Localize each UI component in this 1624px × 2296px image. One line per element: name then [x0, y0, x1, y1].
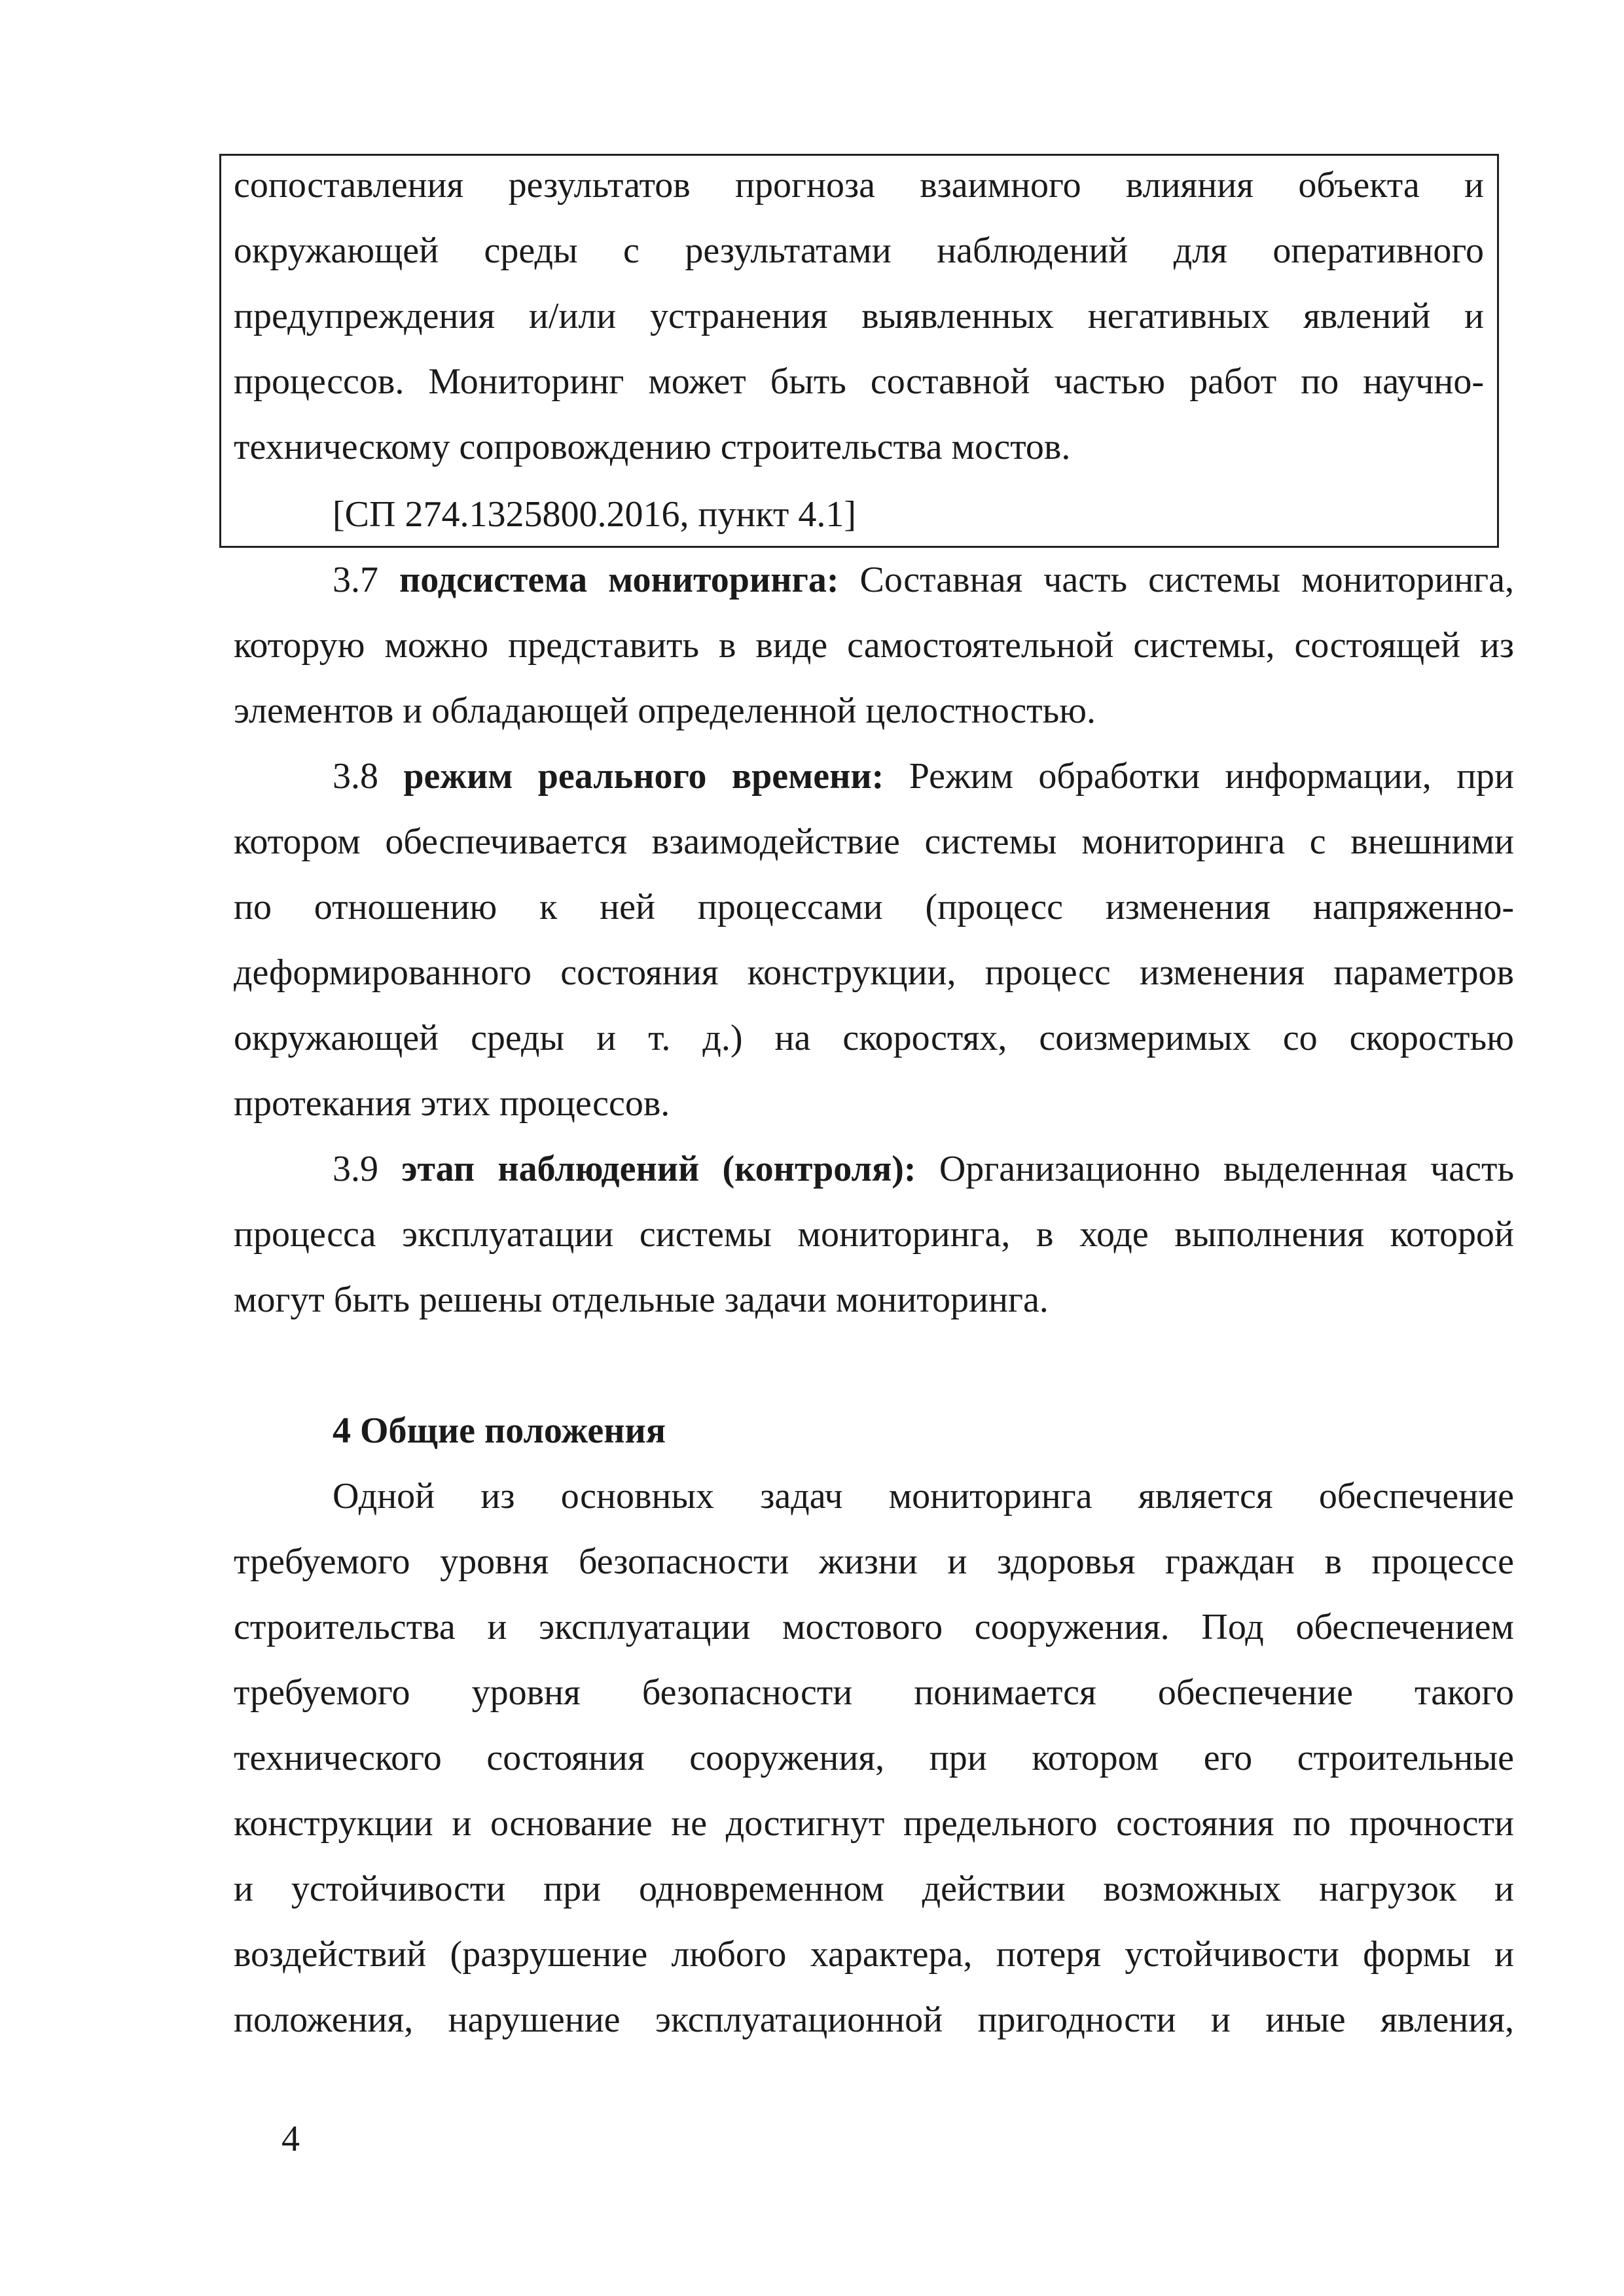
section-4-line-8: воздействий (разрушение любого характера, потеря устойчивости формы и: [234, 1934, 1514, 1975]
term-3-8-definition-start: Режим обработки информации, при: [909, 756, 1515, 797]
term-3-8-number: 3.8: [333, 756, 378, 797]
term-3-8-line-3: по отношению к ней процессами (процесс изменения напряженно-: [234, 887, 1514, 927]
term-3-7-first-line: [333, 562, 1514, 598]
section-4-line-2: требуемого уровня безопасности жизни и здоровья граждан в процессе: [234, 1541, 1514, 1582]
term-3-8-term: режим реального времени:: [403, 756, 884, 797]
term-3-9-line-2: процесса эксплуатации системы мониторинга, в ходе выполнения которой: [234, 1214, 1514, 1255]
section-4-heading: 4 Общие положения: [333, 1410, 666, 1451]
boxed-note-line-3: предупреждения и/или устранения выявленных негативных явлений и: [234, 296, 1484, 336]
boxed-note-line-5: техническому сопровождению строительства мостов.: [234, 427, 1071, 467]
term-3-7-line-3: элементов и обладающей определенной целостностью.: [234, 691, 1096, 731]
term-3-8-line-6: протекания этих процессов.: [234, 1083, 670, 1124]
boxed-note-line-1: сопоставления результатов прогноза взаимного влияния объекта и: [234, 165, 1484, 206]
boxed-note-reference: [СП 274.1325800.2016, пункт 4.1]: [333, 494, 856, 535]
section-4-line-1: Одной из основных задач мониторинга является обеспечение: [333, 1476, 1514, 1516]
term-3-7-number: 3.7: [333, 560, 378, 600]
page-number: 4: [281, 2119, 300, 2159]
term-3-9-line-3: могут быть решены отдельные задачи мониторинга.: [234, 1280, 1049, 1320]
section-4-line-4: требуемого уровня безопасности понимается обеспечение такого: [234, 1672, 1514, 1713]
section-4-line-3: строительства и эксплуатации мостового сооружения. Под обеспечением: [234, 1607, 1514, 1647]
term-3-8-line-5: окружающей среды и т. д.) на скоростях, соизмеримых со скоростью: [234, 1018, 1514, 1058]
term-3-9-term: этап наблюдений (контроля):: [401, 1149, 916, 1189]
term-3-7-line-2: которую можно представить в виде самостоятельной системы, состоящей из: [234, 625, 1514, 666]
term-3-8-line-4: деформированного состояния конструкции, процесс изменения параметров: [234, 952, 1514, 993]
boxed-note-line-4: процессов. Мониторинг может быть составной частью работ по научно-: [234, 361, 1484, 402]
term-3-7-term: подсистема мониторинга:: [399, 560, 839, 600]
term-3-8-first-line: [333, 758, 1514, 795]
boxed-note: [219, 154, 1499, 548]
section-4-line-5: технического состояния сооружения, при котором его строительные: [234, 1738, 1514, 1778]
term-3-7-definition-start: Составная часть системы мониторинга,: [859, 560, 1515, 600]
term-3-8-line-2: котором обеспечивается взаимодействие системы мониторинга с внешними: [234, 821, 1514, 862]
term-3-9-first-line: [333, 1151, 1514, 1187]
section-4-line-7: и устойчивости при одновременном действии возможных нагрузок и: [234, 1869, 1514, 1909]
section-4-line-9: положения, нарушение эксплуатационной пригодности и иные явления,: [234, 2000, 1514, 2040]
boxed-note-line-2: окружающей среды с результатами наблюдений для оперативного: [234, 230, 1484, 271]
section-4-line-6: конструкции и основание не достигнут предельного состояния по прочности: [234, 1803, 1514, 1844]
term-3-9-definition-start: Организационно выделенная часть: [939, 1149, 1514, 1189]
term-3-9-number: 3.9: [333, 1149, 378, 1189]
